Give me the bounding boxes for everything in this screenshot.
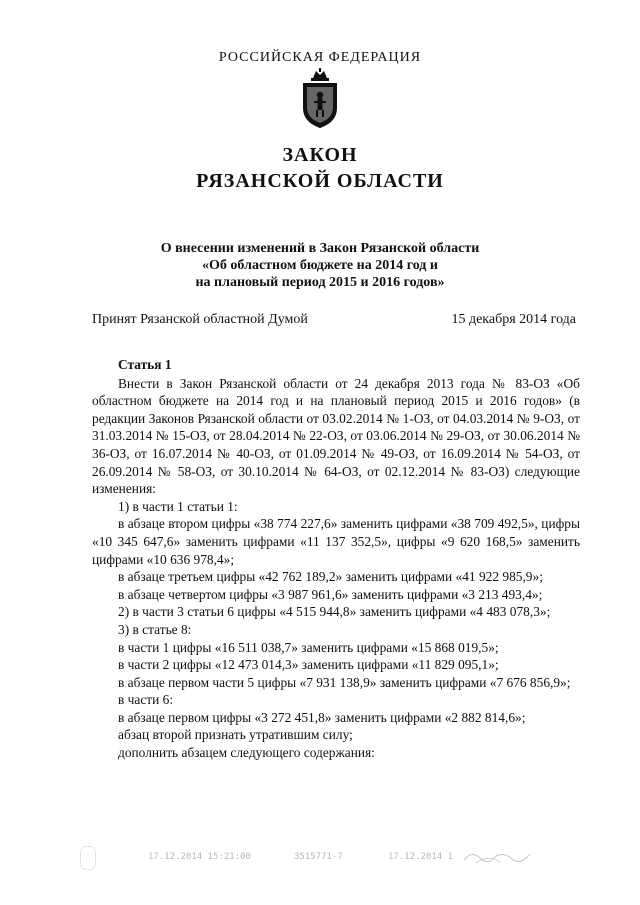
ryazan-coat-of-arms-icon xyxy=(300,68,340,130)
paragraph-item-3: 3) в статье 8: xyxy=(118,621,192,637)
footer-timestamp: 17.12.2014 15:21:00 xyxy=(148,852,251,862)
footer-number: 3515771-7 xyxy=(294,852,343,862)
adoption-date: 15 декабря 2014 года xyxy=(451,312,576,327)
law-title-line2: РЯЗАНСКОЙ ОБЛАСТИ xyxy=(196,170,444,192)
paragraph-amendment: абзац второй признать утратившим силу; xyxy=(118,727,353,743)
law-title xyxy=(0,142,640,194)
paragraph-amendment: в части 2 цифры «12 473 014,3» заменить цифрами «11 829 095,1»; xyxy=(118,657,499,673)
federation-header: РОССИЙСКАЯ ФЕДЕРАЦИЯ xyxy=(218,50,422,65)
paragraph-item-2: 2) в части 3 статьи 6 цифры «4 515 944,8» заменить цифрами «4 483 078,3»; xyxy=(118,604,551,620)
paragraph-amendment: в абзаце втором цифры «38 774 227,6» заменить цифрами «38 709 492,5», цифры «10 345 647,6» заменить цифрами «11 137 352,5», цифры «9 620 168,5» заменить цифрами «10 636 978,4»; xyxy=(92,516,580,567)
paragraph-amendment: дополнить абзацем следующего содержания: xyxy=(118,745,375,761)
paragraph-amendment: в части 6: xyxy=(118,692,174,708)
subject-line2: «Об областном бюджете на 2014 год и xyxy=(202,258,438,273)
law-subject xyxy=(0,240,640,291)
subject-line3: на плановый период 2015 и 2016 годов» xyxy=(195,275,445,290)
signature-mark xyxy=(462,848,532,866)
paragraph-item-1: 1) в части 1 статьи 1: xyxy=(118,498,238,514)
article-body xyxy=(92,356,580,762)
subject-line1: О внесении изменений в Закон Рязанской области xyxy=(160,241,480,256)
article-heading: Статья 1 xyxy=(118,357,172,372)
adopted-by: Принят Рязанской областной Думой xyxy=(92,312,308,327)
paragraph-intro: Внести в Закон Рязанской области от 24 декабря 2013 года № 83-ОЗ «Об областном бюджете на 2014 год и на плановый период 2015 и 2016 годов» (в редакции Законов Рязанской области от 03.02.2014 № 1-ОЗ, от 04.03.2014 № 9-ОЗ, от 31.03.2014 № 15-ОЗ, от 28.04.2014 № 22-ОЗ, от 03.06.2014 № 29-ОЗ, от 30.06.2014 № 36-ОЗ, от 16.07.2014 № 40-ОЗ, от 01.09.2014 № 49-ОЗ, от 16.09.2014 № 54-ОЗ, от 26.09.2014 № 58-ОЗ, от 30.10.2014 № 64-ОЗ, от 02.12.2014 № 83-ОЗ) следующие изменения: xyxy=(92,375,580,497)
paragraph-amendment: в части 1 цифры «16 511 038,7» заменить цифрами «15 868 019,5»; xyxy=(118,639,499,655)
paragraph-amendment: в абзаце третьем цифры «42 762 189,2» заменить цифрами «41 922 985,9»; xyxy=(118,569,543,585)
paragraph-amendment: в абзаце первом цифры «3 272 451,8» заменить цифрами «2 882 814,6»; xyxy=(118,709,526,725)
law-title-line1: ЗАКОН xyxy=(282,144,358,166)
footer-stamp-date: 17.12.2014 1 xyxy=(388,852,454,862)
paragraph-amendment: в абзаце четвертом цифры «3 987 961,6» заменить цифрами «3 213 493,4»; xyxy=(118,586,543,602)
paragraph-amendment: в абзаце первом части 5 цифры «7 931 138,9» заменить цифрами «7 676 856,9»; xyxy=(118,674,571,690)
adoption-line xyxy=(92,312,580,328)
